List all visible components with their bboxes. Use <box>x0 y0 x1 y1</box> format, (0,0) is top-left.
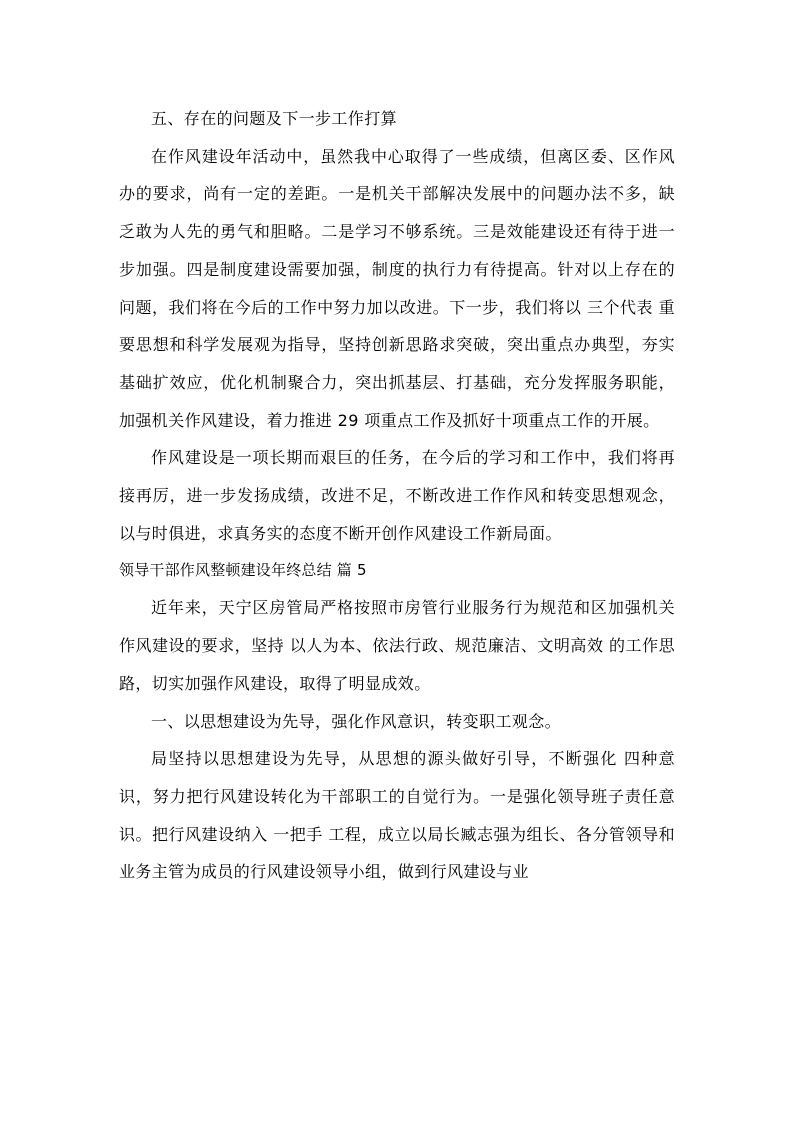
paragraph-introduction: 近年来，天宁区房管局严格按照市房管行业服务行为规范和区加强机关作风建设的要求，坚持 以人为本、依法行政、规范廉洁、文明高效 的工作思路，切实加强作风建设，取得了明显成效。 <box>119 598 675 693</box>
paragraph-ideological-building: 局坚持以思想建设为先导，从思想的源头做好引导，不断强化 四种意识，努力把行风建设转化为干部职工的自觉行为。一是强化领导班子责任意识。把行风建设纳入 一把手 工程，成立以局长臧志强为组长、各分管领导和业务主管为成员的行风建设领导小组，做到行风建设与业 <box>119 749 675 882</box>
section-heading: 五、存在的问题及下一步工作打算 <box>151 109 398 128</box>
article-title: 领导干部作风整顿建设年终总结 篇 5 <box>119 561 367 580</box>
document-body <box>119 100 675 891</box>
paragraph-conclusion: 作风建设是一项长期而艰巨的任务，在今后的学习和工作中，我们将再接再厉，进一步发扬成绩，改进不足，不断改进工作作风和转变思想观念，以与时俱进，求真务实的态度不断开创作风建设工作新局面。 <box>119 448 675 543</box>
paragraph-problems-and-plans: 在作风建设年活动中，虽然我中心取得了一些成绩，但离区委、区作风办的要求，尚有一定的差距。一是机关干部解决发展中的问题办法不多，缺乏敢为人先的勇气和胆略。二是学习不够系统。三是效能建设还有待于进一步加强。四是制度建设需要加强，制度的执行力有待提高。针对以上存在的问题，我们将在今后的工作中努力加以改进。下一步，我们将以 三个代表 重要思想和科学发展观为指导，坚持创新思路求突破，突出重点办典型，夯实基础扩效应，优化机制聚合力，突出抓基层、打基础，充分发挥服务职能，加强机关作风建设，着力推进 29 项重点工作及抓好十项重点工作的开展。 <box>119 146 675 430</box>
subheading-ideological-building: 一、以思想建设为先导，强化作风意识，转变职工观念。 <box>151 711 562 731</box>
